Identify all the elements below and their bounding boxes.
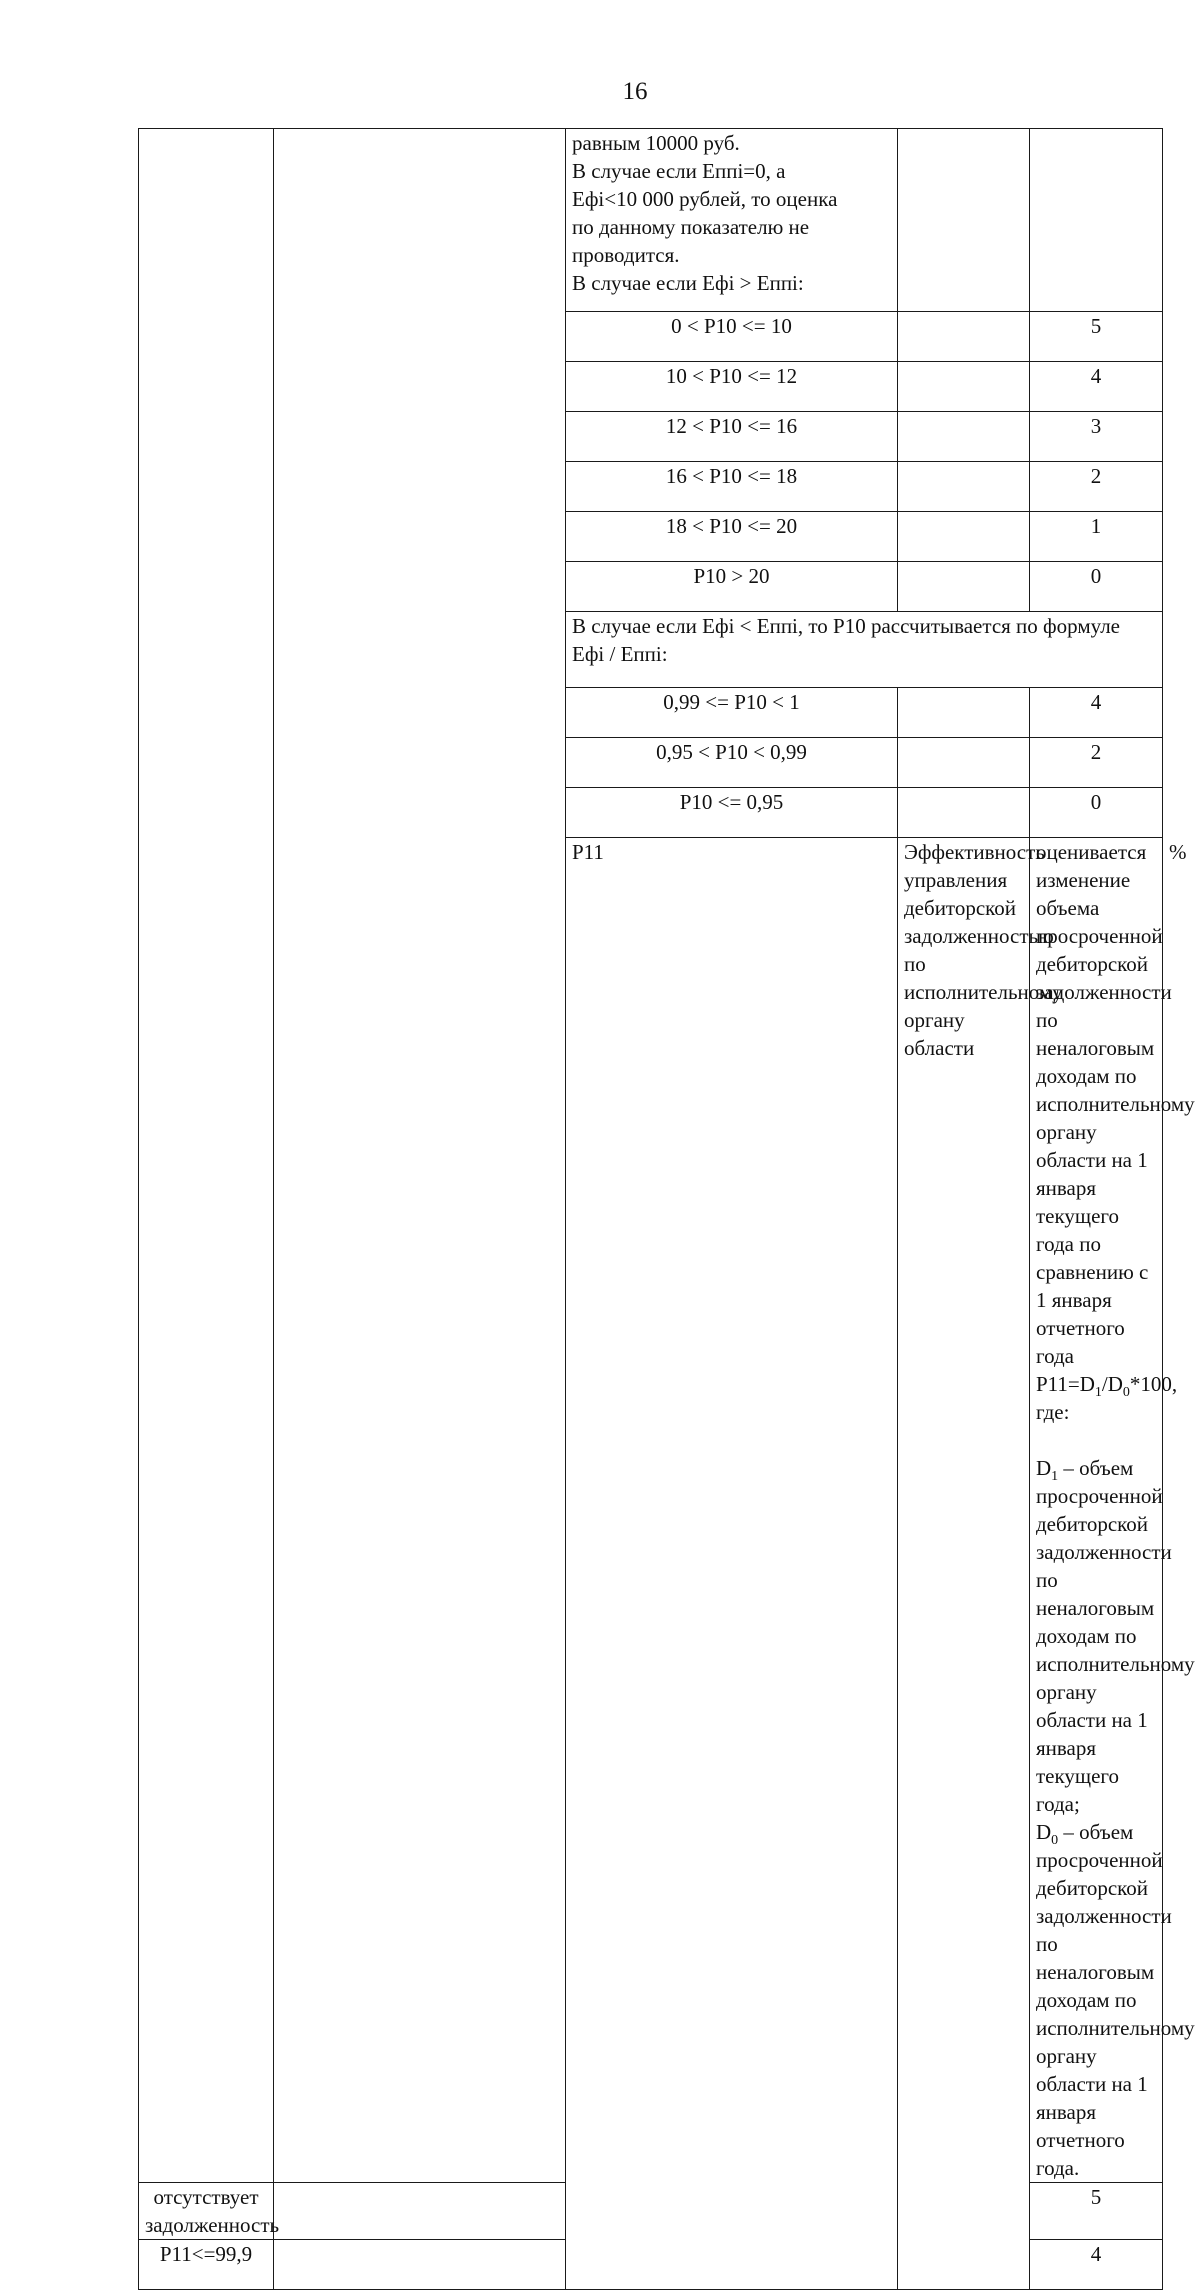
d0-symbol: D xyxy=(1036,1820,1052,1844)
page-number: 16 xyxy=(622,78,648,105)
text-line: Ефі<10 000 рублей, то оценка xyxy=(572,187,838,211)
condition-cell: P10 <= 0,95 xyxy=(566,788,898,838)
text-line: исполнительному органу xyxy=(904,980,1063,1032)
score-cell: 5 xyxy=(1030,2183,1163,2240)
text-line: объема просроченной xyxy=(1036,896,1163,948)
unit-cell xyxy=(898,362,1030,412)
condition-cell: отсутствует задолженность xyxy=(139,2183,274,2240)
p10-continuation-text xyxy=(566,129,898,312)
d1-symbol: D xyxy=(1036,1456,1052,1480)
condition-cell: P10 > 20 xyxy=(566,562,898,612)
text-line: – объем просроченной xyxy=(1036,1456,1163,1508)
text-line: области на 1 января текущего xyxy=(1036,1148,1148,1228)
text-line: исполнительному органу xyxy=(1036,1652,1195,1704)
formula-prefix: P11=D xyxy=(1036,1372,1095,1396)
condition-cell: 12 < P10 <= 16 xyxy=(566,412,898,462)
code-cell-empty xyxy=(139,129,274,2183)
text-line: исполнительному органу xyxy=(1036,1092,1195,1144)
text-line: Эффективность xyxy=(904,840,1045,864)
d0-definition xyxy=(1036,1818,1163,1874)
name-cell-empty xyxy=(274,129,566,2183)
text-line: оценивается изменение xyxy=(1036,840,1147,892)
text-line: дебиторской задолженности xyxy=(1036,952,1172,1004)
score-cell: 1 xyxy=(1030,512,1163,562)
unit-cell xyxy=(898,512,1030,562)
d1-sub: 1 xyxy=(1051,1469,1059,1485)
text-line: по неналоговым доходам по xyxy=(1036,1568,1155,1648)
unit-cell xyxy=(898,129,1030,312)
condition-cell: P11<=99,9 xyxy=(139,2240,274,2290)
text-line: В случае если Еппі=0, а xyxy=(572,159,786,183)
d0-sub: 0 xyxy=(1051,1833,1059,1849)
text-line: по данному показателю не xyxy=(572,215,810,239)
indicator-description xyxy=(1030,838,1195,2183)
text-line: дебиторской задолженности xyxy=(1036,1876,1172,1928)
p10-note: В случае если Ефі < Еппі, то P10 рассчитывается по формуле Ефі / Еппі: xyxy=(566,612,1163,688)
text-line: дебиторской задолженности xyxy=(1036,1512,1172,1564)
score-cell: 2 xyxy=(1030,462,1163,512)
condition-cell: 0,95 < P10 < 0,99 xyxy=(566,738,898,788)
score-cell: 0 xyxy=(1030,788,1163,838)
text-line: В случае если Ефі > Еппі: xyxy=(572,271,804,295)
text-line: по неналоговым доходам по xyxy=(1036,1008,1155,1088)
unit-cell xyxy=(898,788,1030,838)
score-cell: 4 xyxy=(1030,688,1163,738)
text-line: – объем просроченной xyxy=(1036,1820,1163,1872)
score-cell: 2 xyxy=(1030,738,1163,788)
text-line: года. xyxy=(1036,2156,1080,2180)
score-cell: 4 xyxy=(1030,2240,1163,2290)
score-cell: 5 xyxy=(1030,312,1163,362)
unit-cell xyxy=(898,562,1030,612)
score-cell: 3 xyxy=(1030,412,1163,462)
text-line: года по сравнению с 1 января xyxy=(1036,1232,1149,1312)
d1-definition xyxy=(1036,1454,1163,1510)
condition-cell: 10 < P10 <= 12 xyxy=(566,362,898,412)
unit-cell xyxy=(274,2183,566,2240)
unit-cell xyxy=(898,412,1030,462)
text-line: отчетного года xyxy=(1036,1316,1125,1368)
score-cell: 0 xyxy=(1030,562,1163,612)
spacer xyxy=(1036,1426,1156,1454)
formula xyxy=(1036,1370,1178,1426)
unit-cell xyxy=(274,2240,566,2290)
text-line: управления дебиторской xyxy=(904,868,1017,920)
formula-sub-1: 1 xyxy=(1094,1385,1102,1401)
text-line: проводится. xyxy=(572,243,680,267)
score-cell xyxy=(1030,129,1163,312)
text-line: области xyxy=(904,1036,975,1060)
condition-cell: 16 < P10 <= 18 xyxy=(566,462,898,512)
text-line: по неналоговым доходам по xyxy=(1036,1932,1155,2012)
text-line: года; xyxy=(1036,1792,1080,1816)
unit-cell xyxy=(898,462,1030,512)
unit-cell xyxy=(898,312,1030,362)
condition-cell: 0 < P10 <= 10 xyxy=(566,312,898,362)
text-line: области на 1 января отчетного xyxy=(1036,2072,1148,2152)
formula-suffix: *100, где: xyxy=(1036,1372,1178,1424)
unit-cell xyxy=(898,738,1030,788)
criteria-table xyxy=(138,128,1195,2290)
table-row: P11 Эффективность управления дебиторской задолженностью по исполнительному органу области оценивается изменение объема просроченной дебиторской задолженности по неналоговым доходам по исполнительному органу области на 1 января текущего года по сравнению с 1 января отчетного года $P11=D_1/D_0*100$, где: $D_1$ – объем просроченной дебиторской задолженности по неналоговым доходам по исполнительному органу области на 1 января текущего года; $D_0$ – объем просроченной дебиторской задолженности по неналоговым доходам по исполнительному органу области на 1 января отчетного года. % xyxy=(139,838,1163,2183)
formula-sub-0: 0 xyxy=(1122,1385,1130,1401)
text-line: равным 10000 руб. xyxy=(572,131,740,155)
score-cell: 4 xyxy=(1030,362,1163,412)
indicator-code: P11 xyxy=(566,838,898,2290)
text-line: задолженностью по xyxy=(904,924,1054,976)
formula-mid: /D xyxy=(1101,1372,1123,1396)
unit-cell xyxy=(898,688,1030,738)
condition-cell: 18 < P10 <= 20 xyxy=(566,512,898,562)
table-row xyxy=(139,129,1163,312)
text-line: области на 1 января текущего xyxy=(1036,1708,1148,1788)
condition-cell: 0,99 <= P10 < 1 xyxy=(566,688,898,738)
text-line: исполнительному органу xyxy=(1036,2016,1195,2068)
